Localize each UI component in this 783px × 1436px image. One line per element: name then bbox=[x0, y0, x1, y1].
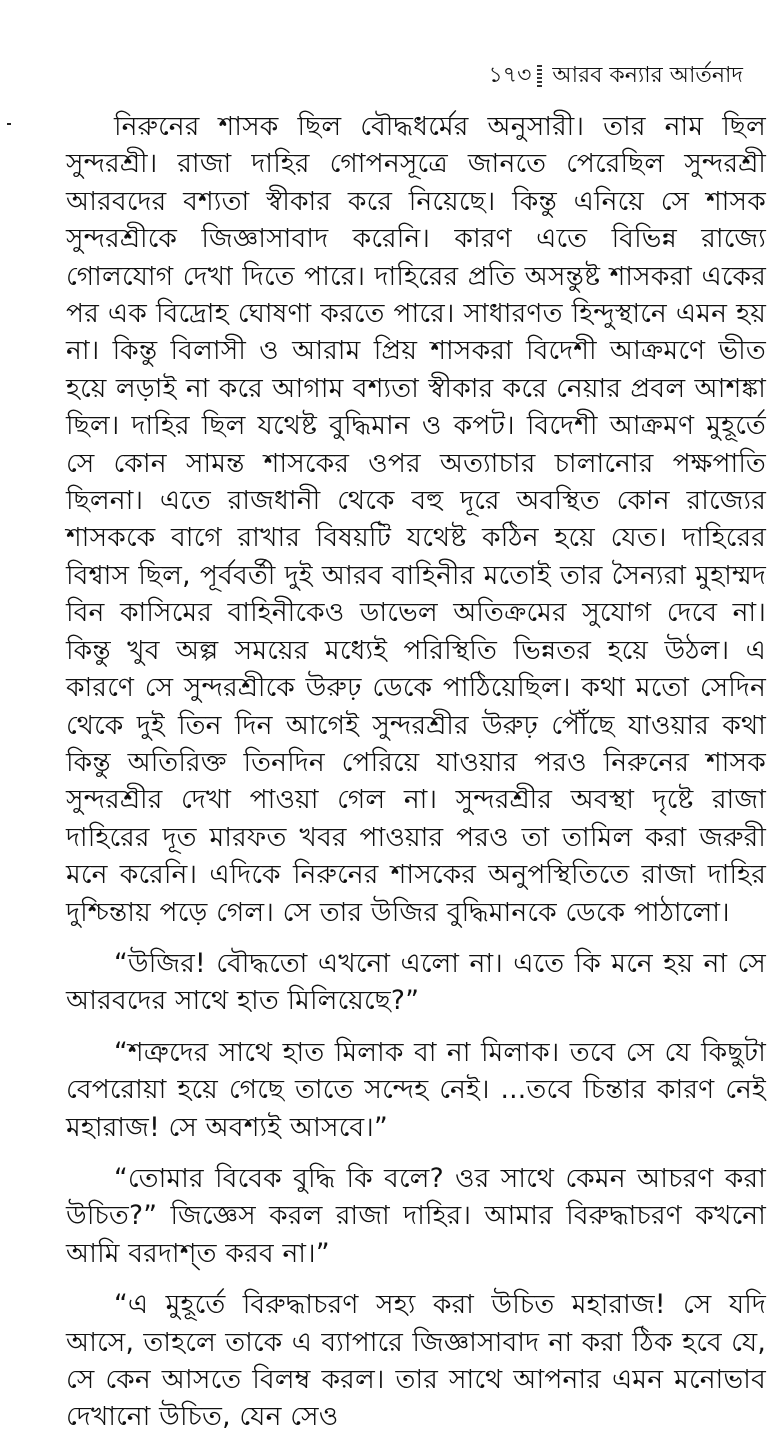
paragraph-dialogue-1: “উজির! বৌদ্ধতো এখনো এলো না। এতে কি মনে হয় না সে আরবদের সাথে হাত মিলিয়েছে?” bbox=[66, 947, 766, 1017]
page-number: ১৭৩ bbox=[488, 63, 532, 88]
body-text bbox=[66, 108, 766, 1436]
paragraph-dialogue-4: “এ মুহূর্তে বিরুদ্ধাচরণ সহ্য করা উচিত মহারাজ! সে যদি আসে, তাহলে তাকে এ ব্যাপারে জিজ্ঞাসাবাদ না করা ঠিক হবে যে, সে কেন আসতে বিলম্ব করল। তার সাথে আপনার এমন মনোভাব দেখানো উচিত, যেন সেও bbox=[66, 1289, 766, 1433]
paragraph-dialogue-3: “তোমার বিবেক বুদ্ধি কি বলে? ওর সাথে কেমন আচরণ করা উচিত?” জিজ্ঞেস করল রাজা দাহির। আমার বিরুদ্ধাচরণ কখনো আমি বরদাশ্‌ত করব না।” bbox=[66, 1162, 766, 1269]
stray-ink-mark bbox=[7, 123, 11, 125]
running-header bbox=[488, 62, 743, 90]
paragraph-narrative: নিরুনের শাসক ছিল বৌদ্ধধর্মের অনুসারী। তার নাম ছিল সুন্দরশ্রী। রাজা দাহির গোপনসূত্রে জানতে পেরেছিল সুন্দরশ্রী আরবদের বশ্যতা স্বীকার করে নিয়েছে। কিন্তু এনিয়ে সে শাসক সুন্দরশ্রীকে জিজ্ঞাসাবাদ করেনি। কারণ এতে বিভিন্ন রাজ্যে গোলযোগ দেখা দিতে পারে। দাহিরের প্রতি অসন্তুষ্ট শাসকরা একের পর এক বিদ্রোহ ঘোষণা করতে পারে। সাধারণত হিন্দুস্থানে এমন হয় না। কিন্তু বিলাসী ও আরাম প্রিয় শাসকরা বিদেশী আক্রমণে ভীত হয়ে লড়াই না করে আগাম বশ্যতা স্বীকার করে নেয়ার প্রবল আশঙ্কা ছিল। দাহির ছিল যথেষ্ট বুদ্ধিমান ও কপট। বিদেশী আক্রমণ মুহূর্তে সে কোন সামন্ত শাসকের ওপর অত্যাচার চালানোর পক্ষপাতি ছিলনা। এতে রাজধানী থেকে বহু দূরে অবস্থিত কোন রাজ্যের শাসককে বাগে রাখার বিষয়টি যথেষ্ট কঠিন হয়ে যেত। দাহিরের বিশ্বাস ছিল, পূর্ববর্তী দুই আরব বাহিনীর মতোই তার সৈন্যরা মুহাম্মদ বিন কাসিমের বাহিনীকেও ডাভেল অতিক্রমের সুযোগ দেবে না। কিন্তু খুব অল্প সময়ের মধ্যেই পরিস্থিতি ভিন্নতর হয়ে উঠল। এ কারণে সে সুন্দরশ্রীকে উরুঢ় ডেকে পাঠিয়েছিল। কথা মতো সেদিন থেকে দুই তিন দিন আগেই সুন্দরশ্রীর উরুঢ় পৌঁছে যাওয়ার কথা কিন্তু অতিরিক্ত তিনদিন পেরিয়ে যাওয়ার পরও নিরুনের শাসক সুন্দরশ্রীর দেখা পাওয়া গেল না। সুন্দরশ্রীর অবস্থা দৃষ্টে রাজা দাহিরের দূত মারফত খবর পাওয়ার পরও তা তামিল করা জরুরী মনে করেনি। এদিকে নিরুনের শাসকের অনুপস্থিতিতে রাজা দাহির দুশ্চিন্তায় পড়ে গেল। সে তার উজির বুদ্ধিমানকে ডেকে পাঠালো। bbox=[66, 111, 766, 928]
header-separator bbox=[537, 65, 542, 87]
paragraph-dialogue-2: “শত্রুদের সাথে হাত মিলাক বা না মিলাক। তবে সে যে কিছুটা বেপরোয়া হয়ে গেছে তাতে সন্দেহ নেই। ...তবে চিন্তার কারণ নেই মহারাজ! সে অবশ্যই আসবে।” bbox=[66, 1036, 766, 1143]
book-title: আরব কন্যার আর্তনাদ bbox=[552, 63, 743, 88]
